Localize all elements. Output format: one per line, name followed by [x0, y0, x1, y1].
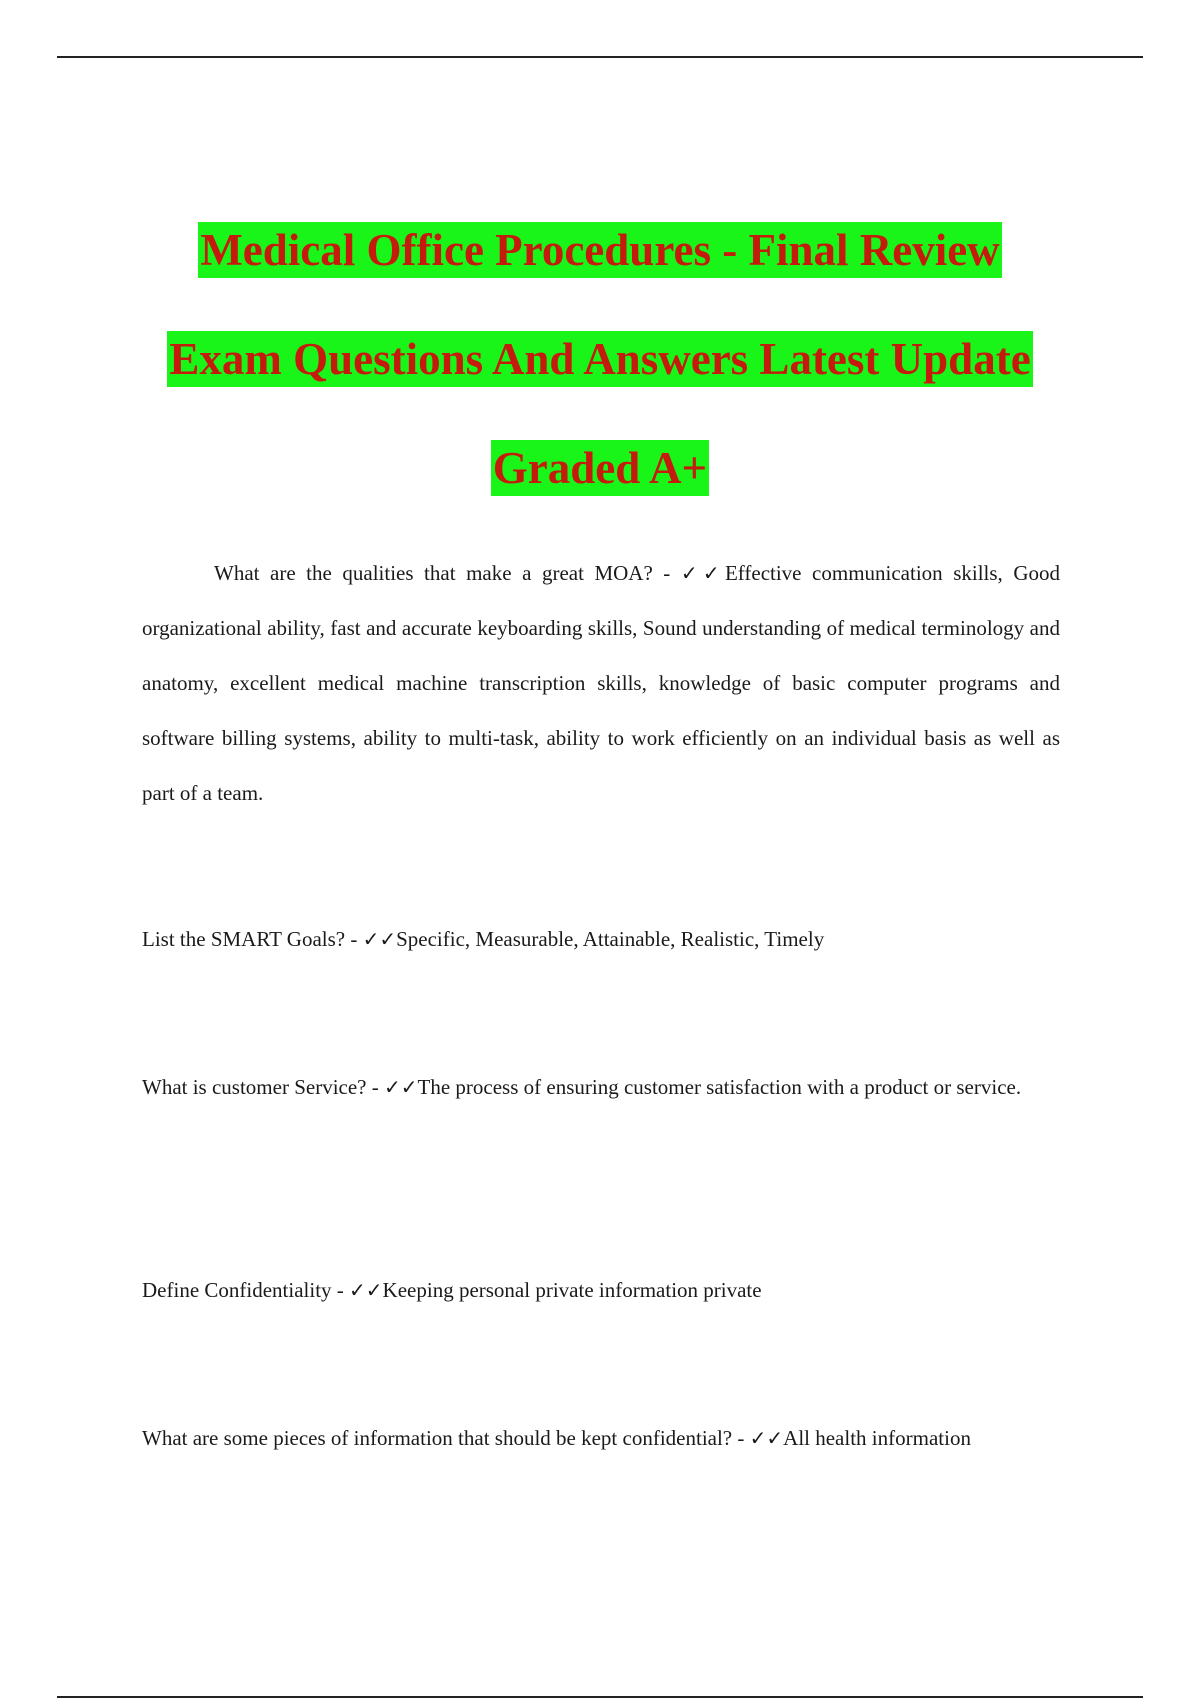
- title-line-3: [0, 424, 1200, 533]
- header-rule: [57, 56, 1143, 58]
- qa-item-5: [142, 1411, 1060, 1466]
- document-title: [0, 206, 1200, 533]
- answer-text: Keeping personal private information private: [382, 1278, 762, 1302]
- double-check-icon: ✓✓: [749, 1426, 784, 1450]
- double-check-icon: ✓✓: [384, 1075, 418, 1099]
- double-check-icon: ✓✓: [362, 927, 397, 951]
- question-text: What are the qualities that make a great MOA? -: [214, 561, 681, 585]
- answer-text: The process of ensuring customer satisfaction with a product or service.: [417, 1075, 1022, 1099]
- answer-text: All health information: [783, 1426, 971, 1450]
- footer-rule: [57, 1696, 1143, 1698]
- qa-item-3: [142, 1060, 1060, 1115]
- title-line-3-text: Graded A+: [491, 440, 709, 496]
- question-text: What are some pieces of information that should be kept confidential? -: [142, 1426, 750, 1450]
- question-text: List the SMART Goals? -: [142, 927, 363, 951]
- answer-text: Effective communication skills, Good organizational ability, fast and accurate keyboarding skills, Sound understanding of medical terminology and anatomy, excellent medical machine transcription skills, knowledge of basic computer programs and software billing systems, ability to multi-task, ability to work efficiently on an individual basis as well as part of a team.: [142, 561, 1061, 805]
- answer-text: Specific, Measurable, Attainable, Realistic, Timely: [396, 927, 825, 951]
- qa-item-2: [142, 912, 1060, 967]
- question-text: Define Confidentiality -: [142, 1278, 350, 1302]
- title-line-2-text: Exam Questions And Answers Latest Update: [167, 331, 1032, 387]
- double-check-icon: ✓✓: [349, 1278, 383, 1302]
- title-line-1-text: Medical Office Procedures - Final Review: [198, 222, 1001, 278]
- question-text: What is customer Service? -: [142, 1075, 384, 1099]
- title-line-1: [0, 206, 1200, 315]
- qa-item-1: [142, 546, 1060, 821]
- qa-item-4: [142, 1263, 1060, 1318]
- title-line-2: [0, 315, 1200, 424]
- double-check-icon: ✓✓: [680, 561, 725, 585]
